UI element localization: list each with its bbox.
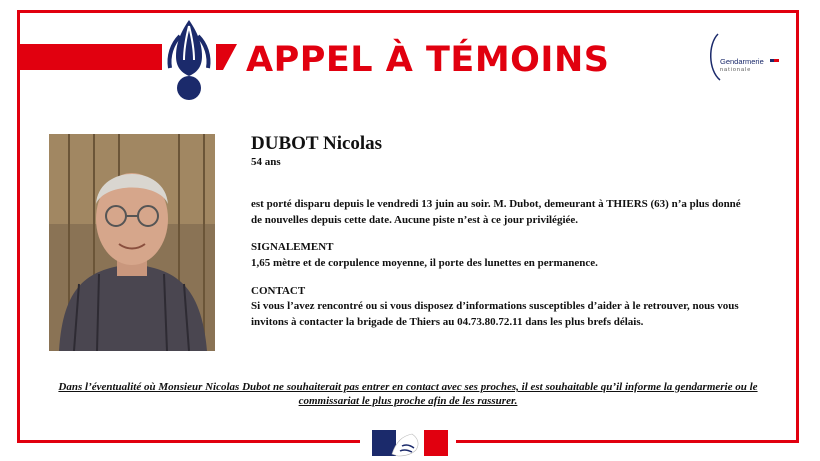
person-name: DUBOT Nicolas xyxy=(251,133,383,154)
red-banner-tip xyxy=(223,44,237,70)
disappearance-text: est porté disparu depuis le vendredi 13 juin au soir. M. Dubot, demeurant à THIERS (63) n’a plus donné de nouvelles depuis cette date. Aucune piste n’est à ce jour privilégiée. xyxy=(251,198,741,226)
description-heading: SIGNALEMENT xyxy=(251,241,334,253)
contact-heading: CONTACT xyxy=(251,285,306,297)
footnote: Dans l’éventualité où Monsieur Nicolas Dubot ne souhaiterait pas entrer en contact avec ses proches, il est souhaitable qu’il informe la gendarmerie ou le commissariat le plus proche afin de les rassurer. xyxy=(58,381,758,407)
grenade-emblem-icon xyxy=(162,16,216,104)
contact-text: Si vous l’avez rencontré ou si vous disposez d’informations susceptibles d’aider à le retrouver, nous vous invitons à contacter la brigade de Thiers au 04.73.80.72.11 dans les plus brefs délais. xyxy=(251,300,739,328)
page-title: APPEL À TÉMOINS xyxy=(246,40,610,80)
description-text: 1,65 mètre et de corpulence moyenne, il porte des lunettes en permanence. xyxy=(251,257,598,269)
person-age: 54 ans xyxy=(251,156,281,168)
missing-person-photo xyxy=(49,134,215,351)
logo-subtitle: nationale xyxy=(720,67,752,73)
marianne-logo-icon xyxy=(372,428,448,458)
logo-name: Gendarmerie xyxy=(720,57,764,66)
gendarmerie-logo xyxy=(720,58,764,74)
